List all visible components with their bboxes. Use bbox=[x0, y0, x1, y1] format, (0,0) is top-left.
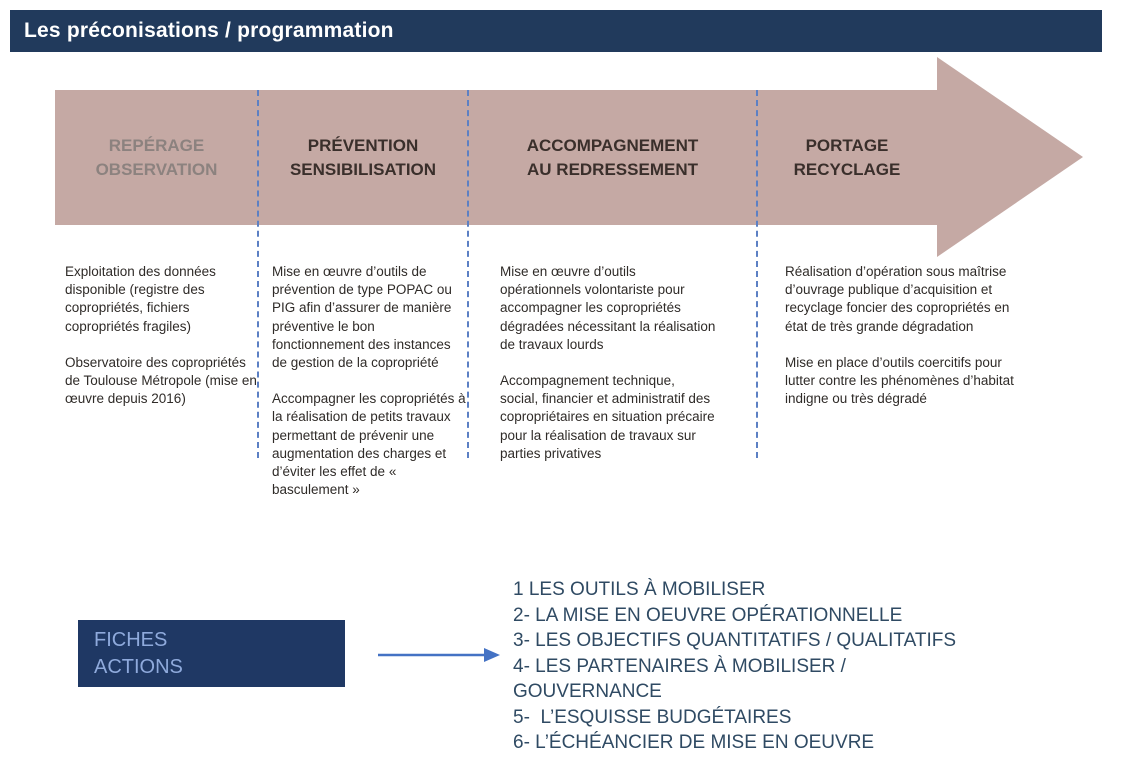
action-list-item: 2- LA MISE EN OEUVRE OPÉRATIONNELLE bbox=[513, 604, 903, 626]
phase-line: PORTAGE bbox=[805, 135, 889, 155]
action-list-item: 4- LES PARTENAIRES À MOBILISER / GOUVERNANCE bbox=[513, 655, 852, 702]
description-column-portage bbox=[785, 263, 1015, 426]
title-bar bbox=[10, 10, 1102, 52]
phase-line: PRÉVENTION bbox=[307, 135, 419, 155]
phase-line: OBSERVATION bbox=[95, 159, 218, 179]
process-arrow-head-icon bbox=[937, 57, 1083, 257]
description-column-prevention bbox=[272, 263, 468, 517]
phase-label-prevention bbox=[258, 90, 468, 225]
action-list-item: 5- L’ESQUISSE BUDGÉTAIRES bbox=[513, 706, 792, 728]
phase-label-accompagnement bbox=[468, 90, 757, 225]
description-column-reperage bbox=[65, 263, 258, 426]
action-list-item: 3- LES OBJECTIFS QUANTITATIFS / QUALITATIFS bbox=[513, 630, 957, 651]
description-paragraph: Accompagner les copropriétés à la réalisation de petits travaux permettant de prévenir une augmentation des charges et d’éviter les effet de « basculement » bbox=[272, 391, 466, 498]
fiches-actions-line: FICHES bbox=[94, 628, 168, 651]
phase-line: SENSIBILISATION bbox=[289, 159, 437, 179]
fiches-actions-line: ACTIONS bbox=[94, 655, 183, 678]
phase-label-reperage bbox=[55, 90, 258, 225]
fiches-actions-box bbox=[78, 620, 345, 687]
description-paragraph: Observatoire des copropriétés de Toulouse Métropole (mise en œuvre depuis 2016) bbox=[65, 354, 257, 407]
description-column-accompagnement bbox=[500, 263, 716, 481]
page-title: Les préconisations / programmation bbox=[24, 19, 394, 42]
phase-label-portage bbox=[757, 90, 937, 225]
action-list bbox=[513, 577, 993, 756]
description-paragraph: Exploitation des données disponible (registre des copropriétés, fichiers copropriétés fragiles) bbox=[65, 264, 216, 334]
description-paragraph: Réalisation d’opération sous maîtrise d’ouvrage publique d’acquisition et recyclage foncier des copropriétés en état de très grande dégradation bbox=[785, 264, 1010, 334]
description-paragraph: Mise en place d’outils coercitifs pour lutter contre les phénomènes d’habitat indigne ou très dégradé bbox=[785, 354, 1014, 407]
description-paragraph: Mise en œuvre d’outils opérationnels volontariste pour accompagner les copropriétés dégradées nécessitant la réalisation de travaux lourds bbox=[500, 264, 716, 352]
phase-line: AU REDRESSEMENT bbox=[527, 159, 698, 179]
connector-arrow-icon bbox=[376, 644, 502, 666]
description-paragraph: Mise en œuvre d’outils de prévention de type POPAC ou PIG afin d’assurer de manière préventive le bon fonctionnement des instances de gestion de la copropriété bbox=[272, 264, 452, 371]
phase-line: ACCOMPAGNEMENT bbox=[526, 135, 699, 155]
phase-line: REPÉRAGE bbox=[108, 135, 205, 155]
description-paragraph: Accompagnement technique, social, financier et administratif des copropriétaires en situation précaire pour la réalisation de travaux sur parties privatives bbox=[500, 373, 715, 461]
phase-line: RECYCLAGE bbox=[793, 159, 901, 179]
action-list-item: 1 LES OUTILS À MOBILISER bbox=[513, 579, 766, 600]
action-list-item: 6- L’ÉCHÉANCIER DE MISE EN OEUVRE bbox=[513, 732, 875, 753]
